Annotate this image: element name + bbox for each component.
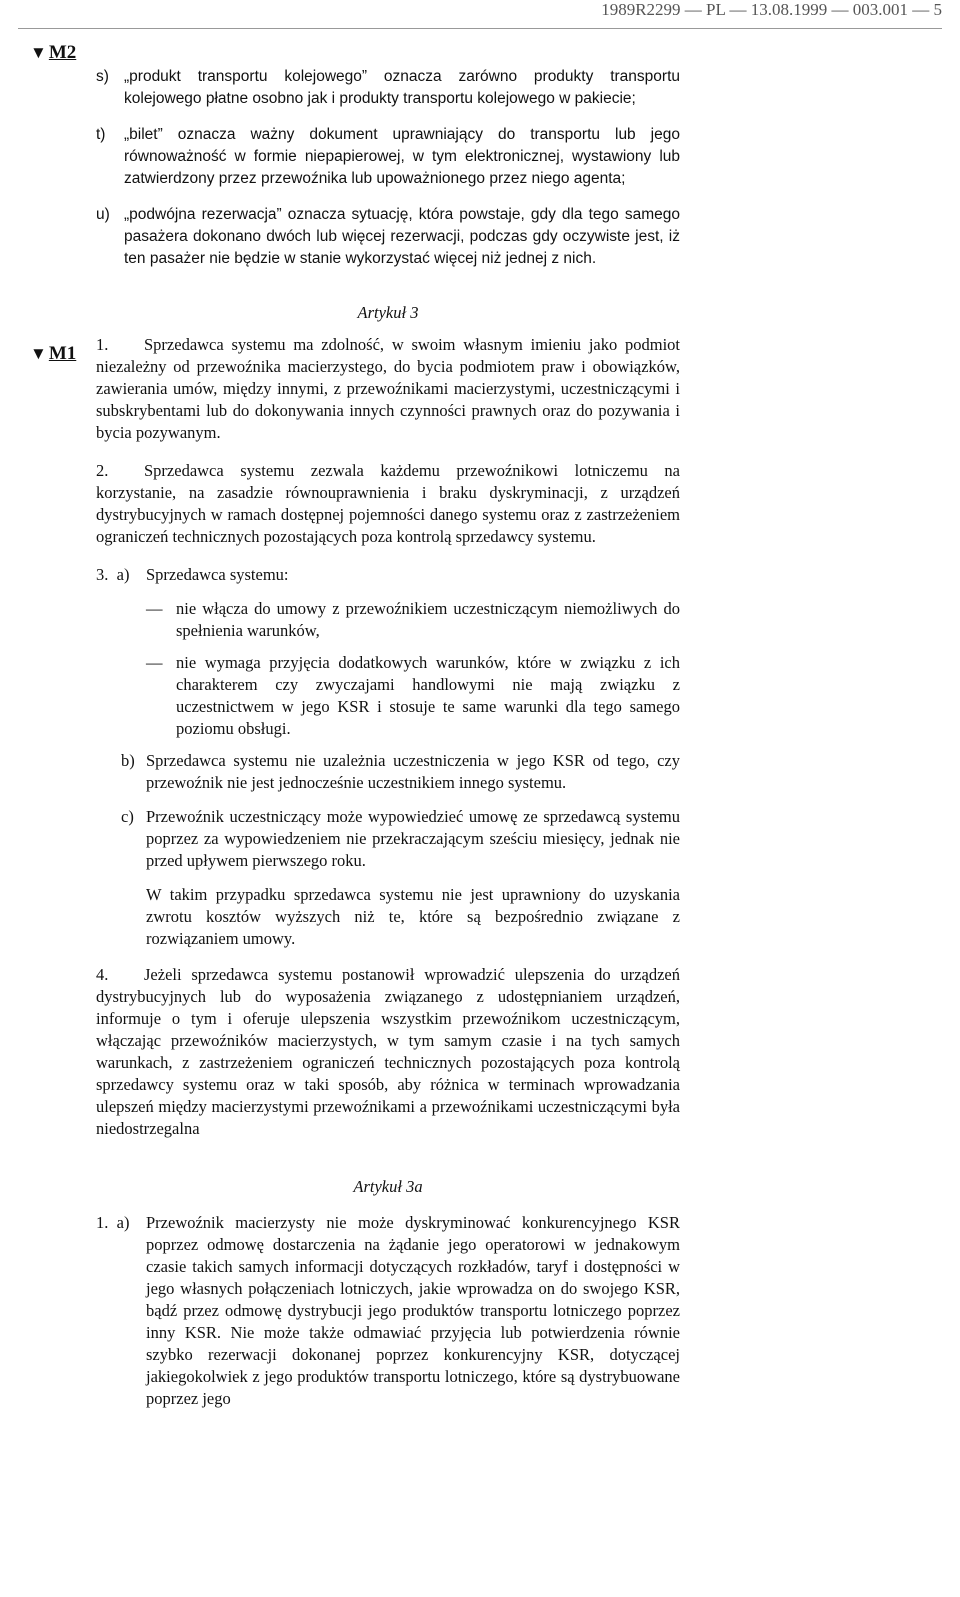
amendment-marker-m1 [30,343,76,365]
paragraph-text: Sprzedawca systemu ma zdolność, w swoim własnym imieniu jako podmiot niezależny od przewoźnika macierzystego, do bycia podmiotem praw i obowiązków, zawierania umów, między innymi, z przewoźnikami macierzystymi, uczestniczącymi i subskrybentami lub do dokonywania innych czynności prawnych oraz do pozywania i bycia pozywanym. [96,335,680,442]
subparagraph-a [96,564,680,586]
document-header: 1989R2299 — PL — 13.08.1999 — 003.001 — 5 [601,0,942,19]
subparagraph-c [121,806,680,872]
definition-item [96,66,680,110]
subparagraph-label: c) [121,807,134,826]
amendment-marker-m2 [30,42,76,64]
paragraph-number: 4. [96,965,109,984]
paragraph-number: 1. a) [96,1213,130,1232]
paragraph-number: 1. [96,335,109,354]
paragraph-number: 3. a) [96,565,130,584]
article-3a-heading: Artykuł 3a [353,1177,423,1196]
triangle-down-icon: ▼ [30,344,47,363]
definition-text: „bilet” oznacza ważny dokument uprawniający do transportu lub jego równoważność w formie niepapierowej, w tym elektronicznej, wystawiony lub zatwierdzony przez przewoźnika lub upoważnionego przez niego agenta; [124,126,680,187]
dash-item [146,652,680,740]
dash-item [146,598,680,642]
dash-glyph: — [146,653,163,672]
article-3-paragraph-1 [96,334,680,444]
definitions-list [96,66,680,270]
definition-item [96,124,680,190]
article-3-paragraph-2 [96,460,680,548]
article-3-paragraph-4 [96,964,680,1140]
article-3-heading: Artykuł 3 [357,303,419,322]
definition-label: s) [96,68,109,85]
subparagraph-text: Przewoźnik uczestniczący może wypowiedzieć umowę ze sprzedawcą systemu poprzez za wypowiedzeniem nie przekraczającym sześciu miesięcy, jednak nie przed upływem pierwszego roku. [146,807,680,870]
paragraph-number: 2. [96,461,109,480]
subparagraph-text: Przewoźnik macierzysty nie może dyskryminować konkurencyjnego KSR poprzez odmowę dostarczenia na żądanie jego operatorowi w jednakowym czasie takich samych informacji dotyczących rozkładów, taryf i dostępności w jego własnych połączeniach lotniczych, jakie wprowadza on do swojego KSR, bądź przez odmowę dystrybucji jego produktów transportu lotniczego poprzez inny KSR. Nie może także odmawiać przyjęcia lub potwierdzenia równie szybko rezerwacji dokonanej poprzez konkurencyjny KSR, dotyczącej jakiegokolwiek z jego produktów transportu lotniczego, które są dystrybuowane poprzez jego [146,1213,680,1408]
definition-item [96,204,680,270]
definition-label: t) [96,126,106,143]
definition-text: „produkt transportu kolejowego” oznacza zarówno produkty transportu kolejowego płatne osobno jak i produkty transportu kolejowego w pakiecie; [124,68,680,107]
subparagraph-text: Sprzedawca systemu nie uzależnia uczestniczenia w jego KSR od tego, czy przewoźnik nie jest jednocześnie uczestnikiem innego systemu. [146,751,680,792]
marker-code: M2 [48,42,77,63]
definition-text: „podwójna rezerwacja” oznacza sytuację, która powstaje, gdy dla tego samego pasażera dokonano dwóch lub więcej rezerwacji, podczas gdy oczywiste jest, iż ten pasażer nie będzie w stanie wykorzystać więcej niż jednej z nich. [124,206,680,267]
subparagraph-label: b) [121,751,135,770]
subparagraph-b [121,750,680,794]
dash-list [146,598,680,740]
dash-glyph: — [146,599,163,618]
article-3a-paragraph-1a [96,1212,680,1410]
document-body [96,66,680,1422]
marker-code: M1 [48,343,77,364]
paragraph-text: Jeżeli sprzedawca systemu postanowił wprowadzić ulepszenia do urządzeń dystrybucyjnych lub do wyposażenia związanego z udostępnianiem urządzeń, informuje o tym i oferuje ulepszenia wszystkim przewoźnikom uczestniczącym, włączając przewoźników macierzystych, w tym samym czasie i na tych samych warunkach, z zastrzeżeniem ograniczeń technicznych pozostających poza kontrolą sprzedawcy systemu oraz w taki sposób, aby różnica w terminach wprowadzania ulepszeń między macierzystymi przewoźnikami a przewoźnikami uczestniczącymi była niedostrzegalna [96,965,680,1138]
definition-label: u) [96,206,110,223]
dash-text: nie wymaga przyjęcia dodatkowych warunków, które w związku z ich charakterem czy zwyczajami handlowymi nie mają związku z uczestnictwem w jego KSR i stosuje te same warunki dla tego samego poziomu obsługi. [176,653,680,738]
subparagraph-c-continuation: W takim przypadku sprzedawca systemu nie jest uprawniony do uzyskania zwrotu kosztów wyższych niż te, które są bezpośrednio związane z rozwiązaniem umowy. [146,885,680,948]
header-rule [18,28,942,29]
triangle-down-icon: ▼ [30,43,47,62]
subparagraph-text: Sprzedawca systemu: [146,565,289,584]
article-3-paragraph-3 [96,564,680,950]
dash-text: nie włącza do umowy z przewoźnikiem uczestniczącym niemożliwych do spełnienia warunków, [176,599,680,640]
paragraph-text: Sprzedawca systemu zezwala każdemu przewoźnikowi lotniczemu na korzystanie, na zasadzie równouprawnienia i braku dyskryminacji, z urządzeń dystrybucyjnych w ramach dostępnej pojemności danego systemu oraz z zastrzeżeniem ograniczeń technicznych pozostających poza kontrolą sprzedawcy systemu. [96,461,680,546]
